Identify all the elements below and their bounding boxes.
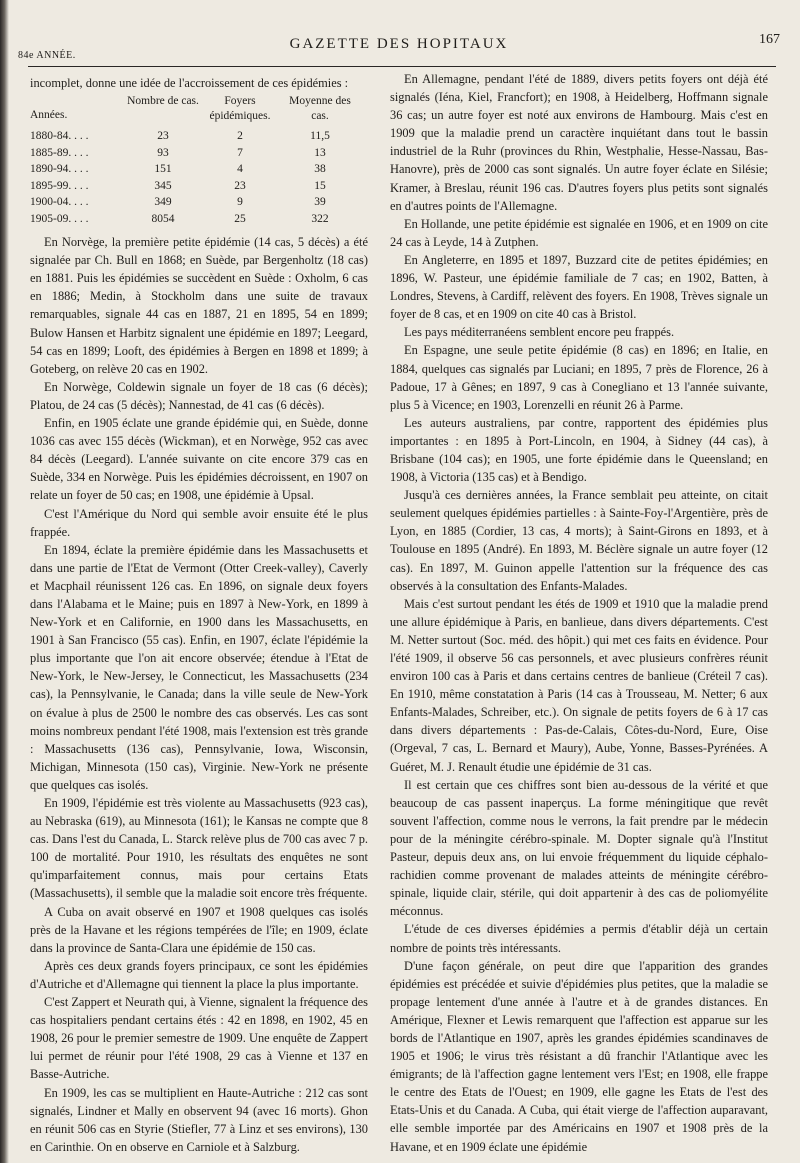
cell-years: 1900-04. . . .	[30, 196, 89, 209]
paragraph-australia: Les auteurs australiens, par contre, rapportent des épidémies plus importantes : en 1895 à Port-Lincoln, en 1904, à Sidney (44 cas), à Brisbane (104 cas); en 1905, une forte épidémie dans le Queensland; en 1908, à Victoria (135 cas) et à Bendigo.	[390, 415, 768, 485]
cell-cases: 8054	[151, 212, 175, 225]
paragraph-austria-germany-intro: Après ces deux grands foyers principaux, ce sont les épidémies d'Autriche et d'Allemagne qui tiennent la place la plus importante.	[30, 958, 368, 991]
epidemic-stats-table	[30, 94, 368, 227]
edition-label: 84e ANNÉE.	[18, 50, 76, 61]
cell-cases: 345	[154, 179, 172, 192]
left-column	[30, 74, 368, 1156]
paragraph-norway-sweden: En Norvège, la première petite épidémie (14 cas, 5 décès) a été signalée par Ch. Bull en 1868; en Suède, par Bergenholtz (18 cas) en 1881. Puis les épidémies se succèdent en Suède : Oxholm, 6 cas en 1886; Medin, à Stockholm dans une suite de travaux remarquables, signale 44 cas en 1887, 21 en 1895, 54 en 1899; Bulow Hansen et Harbitz signalent une épidémie en 1897; Leegard, 54 cas en 1899; Looft, des épidémies à Bergen en 1898 et 1899; à Goteberg, on relève 20 cas en 1902.	[30, 235, 368, 376]
cell-cases: 349	[154, 196, 172, 209]
binding-shadow	[0, 0, 9, 1163]
running-head	[18, 32, 780, 62]
paragraph-holland: En Hollande, une petite épidémie est signalée en 1906, et en 1909 on cite 24 cas à Leyde, 14 à Zutphen.	[390, 216, 768, 249]
cell-average: 39	[314, 196, 326, 209]
header-foci: Foyers épidémiques.	[209, 95, 271, 123]
cell-foci: 23	[234, 179, 246, 192]
cell-cases: 93	[157, 146, 169, 159]
paragraph-spain-italy: En Espagne, une seule petite épidémie (8 cas) en 1896; en Italie, en 1884, quelques cas signalés par Luciani; en 1895, 7 près de Florence, 26 à Padoue, 17 à Gênes; en 1897, 9 cas à Conegliano et 13 l'année suivante, plus 5 à Vicence; en 1903, Lorenzelli en réunit 26 à Parme.	[390, 343, 768, 412]
cell-average: 11,5	[310, 130, 330, 143]
cell-average: 38	[314, 163, 326, 176]
paragraph-france: Jusqu'à ces dernières années, la France semblait peu atteinte, on citait seulement quelques épidémies partielles : à Sainte-Foy-l'Argentière, près de Lyon, en 1885 (Cordier, 13 cas, 4 morts); à Saint-Girons en 1893, et à Toulouse en 1895 (André). En 1893, M. Béclère signale un autre foyer (12 cas). En 1897, M. Guinon appelle l'attention sur la fréquence des cas observés à la consultation des Enfants-Malades.	[390, 488, 768, 593]
paragraph-norway-coldewin: En Norwège, Coldewin signale un foyer de 18 cas (6 décès); Platou, de 24 cas (5 décès); Nannestad, de 41 cas (6 décès).	[30, 379, 368, 412]
paragraph-vienna: C'est Zappert et Neurath qui, à Vienne, signalent la fréquence des cas hospitaliers pendant certains étés : 42 en 1898, en 1902, 45 en 1908, 26 pour le premier semestre de 1909. Une enquête de Zappert lui permet de réunir pour l'été 1908, 29 cas à Vienne et 137 en Basse-Autriche.	[30, 995, 368, 1082]
cell-years: 1880-84. . . .	[30, 130, 89, 143]
paragraph-propagation: D'une façon générale, on peut dire que l'apparition des grandes épidémies est précédée et suivie d'épidémies plus petites, que la maladie se propage lentement d'une année à l'autre et à de grandes distances. En Amérique, Flexner et Lewis remarquent que l'affection est apparue sur les bords de l'Atlantique en 1907, après les grandes épidémies scandinaves de 1905 et 1906; le virus très résistant a dû franchir l'Atlantique avec les émigrants; de là l'affection gagne lentement vers l'Est; en 1908, elle frappe le centre des Etats de l'Ouest; en 1909, elle gagne les Etats de l'est des Etats-Unis et du Canada. A Cuba, qui était vierge de l'affection auparavant, elle semble importée par des Américains en 1907 et 1908 près de la Havane, et en 1909 éclate une épidémie	[390, 958, 768, 1154]
cell-foci: 7	[237, 146, 243, 159]
paragraph-1905-epidemic: Enfin, en 1905 éclate une grande épidémie qui, en Suède, donne 1036 cas avec 155 décès (Wickman), et en Norwège, 952 cas avec 84 décès (Leegard). L'année suivante on cite encore 379 cas en Suède, 334 en Norwège. Puis les épidémies décroissent, en 1907 on relate un foyer de 50 cas; en 1908, une épidémie à Upsal.	[30, 416, 368, 503]
stats-table-header	[30, 94, 368, 124]
header-years: Années.	[30, 109, 68, 122]
page-number: 167	[759, 32, 780, 47]
cell-foci: 4	[237, 163, 243, 176]
paragraph-massachusetts-1894: En 1894, éclate la première épidémie dans les Massachusetts et dans une partie de l'Etat de Vermont (Otter Creek-valley), Caverly et Macphail réunissent 126 cas. En 1896, on signale deux foyers dans l'Alabama et le Maine; puis en 1897 à New-York, en 1899 à New-York et en Californie, en 1900 dans les Massachusetts, en 1901 à San Francisco (55 cas). Enfin, en 1907, éclate l'épidémie la plus importante que l'on ait encore observée; étendue à l'Etat de New-York, le New-Jersey, le Connecticut, les Massachusetts (234 cas), la Pennsylvanie, le Canada; dans la ville seule de New-York on évalue à plus de 2500 le nombre des cas observés. Les cas sont moins nombreux pendant l'été 1908, mais l'extension est très grande : Massachusetts (136 cas), Pennsylvanie, Iowa, Wisconsin, Michigan, Minnesota (150 cas), Virginie. New-York ne présente que quelques cas isolés.	[30, 542, 368, 792]
header-rule	[28, 66, 776, 67]
cell-foci: 2	[237, 130, 243, 143]
paragraph-germany: En Allemagne, pendant l'été de 1889, divers petits foyers ont déjà été signalés (Iéna, Kiel, Francfort); en 1908, à Heidelberg, Hoffmann signale 36 cas; un autre foyer est noté aux environs de Hambourg. Mais c'est en 1909 que la maladie prend un caractère inquiétant dans tout le bassin industriel de la Ruhr (provinces du Rhin, Westphalie, Hesse-Nassau, Bas-Hanovre), près de 2000 cas sont signalés. Un autre foyer éclate en Silésie; Kramer, à Breslau, réunit 196 cas. D'autres foyers plus petits sont signalés en d'autres points de l'Allemagne.	[390, 72, 768, 213]
table-row	[30, 194, 368, 211]
cell-cases: 151	[154, 163, 172, 176]
cell-average: 15	[314, 179, 326, 192]
paragraph-mediterranean: Les pays méditerranéens semblent encore peu frappés.	[404, 325, 675, 340]
cell-average: 13	[314, 146, 326, 159]
paragraph-paris-1909-1910: Mais c'est surtout pendant les étés de 1909 et 1910 que la maladie prend une allure épidémique à Paris, en banlieue, dans divers départements. C'est M. Netter surtout (Soc. méd. des hôpit.) qui met ces faits en évidence. Pour l'été 1909, il observe 56 cas personnels, et avec plusieurs confrères réunit environ 100 cas à Paris et dans certains centres de banlieue (Créteil 7 cas). En 1910, même constatation à Paris (14 cas à Trousseau, M. Netter; 6 aux Enfants-Malades, Schreiber, etc.). On signale de petits foyers de 6 à 17 cas dans divers départements : Pas-de-Calais, Côtes-du-Nord, Eure, Oise (Orgeval, 7 cas, L. Bernard et Maury), Aube, Yonne, Basses-Pyrénées. A Guéret, M. J. Renault étudie une épidémie de 31 cas.	[390, 596, 768, 774]
paragraph-upper-austria: En 1909, les cas se multiplient en Haute-Autriche : 212 cas sont signalés, Lindner et Mally en observent 94 (avec 16 morts). Ghon en réunit 506 cas en Styrie (Stiefler, 77 à Linz et ses environs), 130 en Carinthie. On en observe en Carniole et à Salzburg.	[30, 1085, 368, 1154]
table-row	[30, 178, 368, 195]
table-row	[30, 128, 368, 145]
paragraph-north-america-intro: C'est l'Amérique du Nord qui semble avoir ensuite été le plus frappée.	[30, 506, 368, 539]
paragraph-1909-epidemic: En 1909, l'épidémie est très violente au Massachusetts (923 cas), au Nebraska (619), au Minnesota (161); le Kansas ne compte que 8 cas. Dans l'est du Canada, L. Starck relève plus de 700 cas avec 7 p. 100 de mortalité. Pour 1910, les résultats des enquêtes ne sont qu'imparfaitement connus, mais pour certains Etats (Massachusetts), il semble que la maladie soit encore très fréquente.	[30, 796, 368, 901]
table-row	[30, 161, 368, 178]
cell-years: 1905-09. . . .	[30, 212, 89, 225]
paragraph-cuba: A Cuba on avait observé en 1907 et 1908 quelques cas isolés près de la Havane et les régions tempérées de l'île; en 1909, éclate dans la province de Santa-Clara une épidémie de 150 cas.	[30, 904, 368, 955]
right-column	[390, 70, 768, 1156]
cell-foci: 9	[237, 196, 243, 209]
table-row	[30, 211, 368, 228]
paragraph-england: En Angleterre, en 1895 et 1897, Buzzard cite de petites épidémies; en 1896, W. Pasteur, une épidémie familiale de 7 cas; en 1902, Batten, à Londres, Stevens, à Cardiff, relèvent des foyers. En 1908, Trèves signale un foyer de 8 cas, et en 1909 on cite 40 cas à Bristol.	[390, 252, 768, 322]
header-average: Moyenne des cas.	[289, 95, 351, 123]
intro-paragraph: incomplet, donne une idée de l'accroissement de ces épidémies :	[30, 76, 349, 90]
cell-years: 1890-94. . . .	[30, 163, 89, 176]
paragraph-study-points: L'étude de ces diverses épidémies a permis d'établir déjà un certain nombre de points très intéressants.	[390, 922, 768, 955]
cell-average: 322	[311, 212, 329, 225]
cell-foci: 25	[234, 212, 246, 225]
cell-years: 1895-99. . . .	[30, 179, 89, 192]
header-cases: Nombre de cas.	[127, 95, 199, 108]
journal-title: GAZETTE DES HOPITAUX	[289, 36, 509, 52]
paragraph-underreporting: Il est certain que ces chiffres sont bien au-dessous de la vérité et que beaucoup de cas passent inaperçus. La forme méningitique que revêt souvent l'affection, comme nous le verrons, la fait prendre par le médecin pour de la méningite cérébro-spinale. M. Dopter signale qu'à l'Institut Pasteur, depuis deux ans, on lui envoie fréquemment du liquide céphalo-rachidien comme provenant de malades atteints de méningite cérébro-spinale, liquide clair, stérile, qui doit appartenir à des cas de poliomyélite méconnus.	[390, 777, 768, 919]
table-row	[30, 145, 368, 162]
cell-years: 1885-89. . . .	[30, 146, 89, 159]
cell-cases: 23	[157, 130, 169, 143]
